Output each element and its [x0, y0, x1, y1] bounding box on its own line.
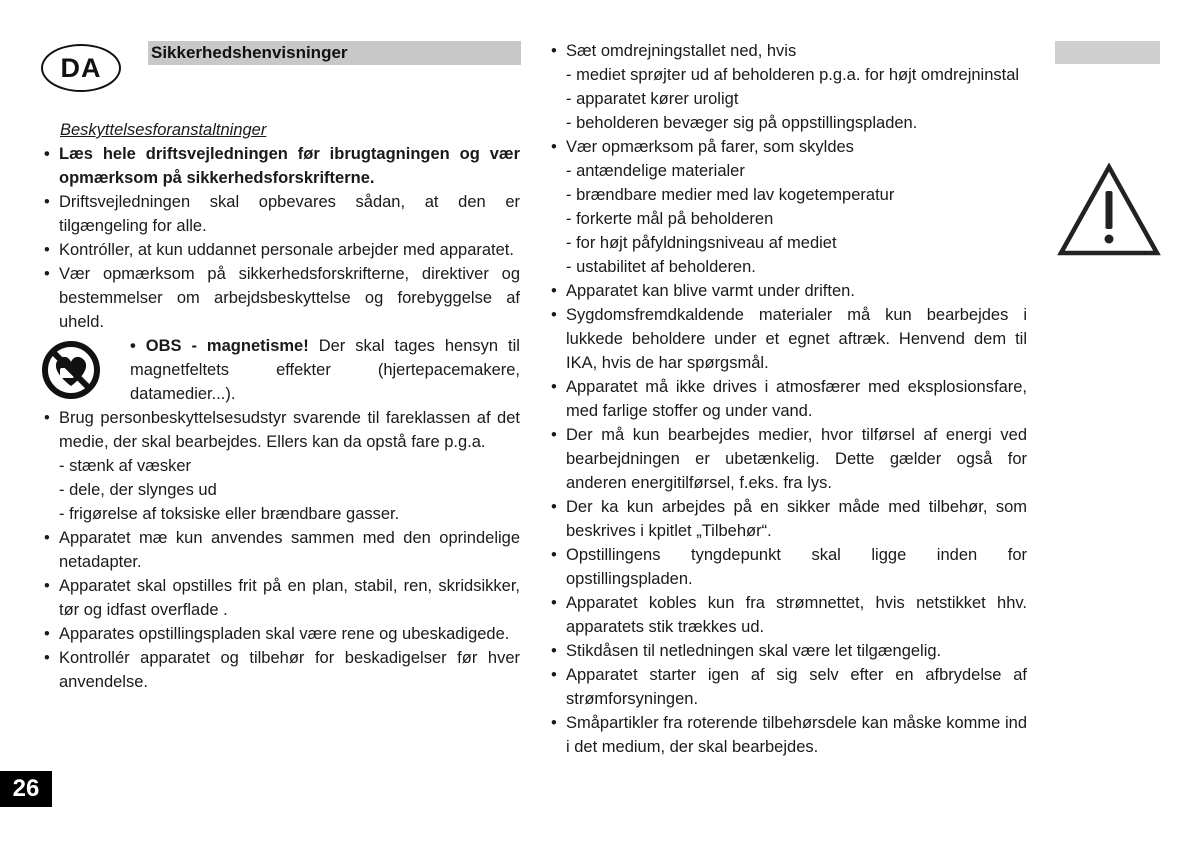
dash-item: - brændbare medier med lav kogetemperatur [566, 186, 895, 204]
list-item: • Stikdåsen til netledningen skal være let tilgængelig. [551, 642, 942, 660]
dash-item: - mediet sprøjter ud af beholderen p.g.a. for højt omdrejninstal [566, 66, 1020, 84]
list-item: • Apparatet må ikke drives i atmosfærer med eksplosionsfare, med farlige stoffer og under vand. [551, 378, 1027, 420]
list-item: • Læs hele driftsvejledningen før ibrugtagningen og vær opmærksom på sikkerhedsforskrifterne. [44, 145, 520, 187]
magnetism-text: Der skal tages hensyn til magnetfeltets effekter (hjertepacemakere, datamedier...). [130, 337, 520, 403]
list-item: • Driftsvejledningen skal opbevares sådan, at den er tilgængeling for alle. [44, 193, 520, 235]
list-item: • Opstillingens tyngdepunkt skal ligge inden for opstillingspladen. [551, 546, 1027, 588]
list-item: • Vær opmærksom på sikkerhedsforskrifterne, direktiver og bestemmelser om arbejdsbeskyttelse og forebyggelse af uheld. [44, 265, 520, 331]
list-item: • Sæt omdrejningstallet ned, hvis [551, 42, 797, 60]
warning-triangle-icon [1057, 163, 1161, 257]
list-item: • Apparatet mæ kun anvendes sammen med den oprindelige netadapter. [44, 529, 520, 571]
right-column [551, 39, 1027, 759]
list-item: • Vær opmærksom på farer, som skyldes [551, 138, 854, 156]
magnetism-warning: • OBS - magnetisme! Der skal tages hensyn til magnetfeltets effekter (hjertepacemakere, datamedier...). [44, 334, 520, 406]
header-bar [1055, 41, 1160, 64]
magnetism-label: OBS - magnetisme! [145, 337, 309, 355]
list-item: • Apparatet starter igen af sig selv efter en afbrydelse af strømforsyningen. [551, 666, 1027, 708]
page-number: 26 [0, 771, 52, 807]
left-column [44, 118, 520, 694]
list-item: • Kontrollér apparatet og tilbehør for beskadigelser før hver anvendelse. [44, 649, 520, 691]
dash-item: - beholderen bevæger sig på oppstillingspladen. [566, 114, 918, 132]
dash-item: - for højt påfyldningsniveau af mediet [566, 234, 837, 252]
dash-item: - stænk af væsker [59, 457, 192, 475]
list-item: • Apparates opstillingspladen skal være rene og ubeskadigede. [44, 625, 510, 643]
list-item: • Apparatet kan blive varmt under driften. [551, 282, 855, 300]
subheading: Beskyttelsesforanstaltninger [60, 121, 267, 139]
list-item: • Kontróller, at kun uddannet personale arbejder med apparatet. [44, 241, 514, 259]
list-item: • Der må kun bearbejdes medier, hvor tilførsel af energi ved bearbejdningen er ubetænkelig. Dette gælder også for anderen energitilførsel, f.eks. fra lys. [551, 426, 1027, 492]
dash-item: - antændelige materialer [566, 162, 745, 180]
list-item: • Brug personbeskyttelsesudstyr svarende til fareklassen af det medie, der skal bearbejdes. Ellers kan da opstå fare p.g.a. [44, 409, 520, 451]
list-item: • Apparatet kobles kun fra strømnettet, hvis netstikket hhv. apparatets stik trækkes ud. [551, 594, 1027, 636]
dash-item: - apparatet kører uroligt [566, 90, 739, 108]
dash-item: - dele, der slynges ud [59, 481, 217, 499]
dash-item: - ustabilitet af beholderen. [566, 258, 756, 276]
list-item: • Apparatet skal opstilles frit på en plan, stabil, ren, skridsikker, tør og idfast overflade . [44, 577, 520, 619]
dash-item: - forkerte mål på beholderen [566, 210, 774, 228]
no-pacemaker-icon [41, 340, 101, 400]
dash-item: - frigørelse af toksiske eller brændbare gasser. [59, 505, 400, 523]
language-badge: DA [41, 44, 121, 92]
list-item: • Småpartikler fra roterende tilbehørsdele kan måske komme ind i det medium, der skal bearbejdes. [551, 714, 1027, 756]
section-title: Sikkerhedshenvisninger [148, 41, 521, 65]
list-item: • Sygdomsfremdkaldende materialer må kun bearbejdes i lukkede beholdere under et egnet aftræk. Henvend dem til IKA, hvis de har spørgsmål. [551, 306, 1027, 372]
list-item: • Der ka kun arbejdes på en sikker måde med tilbehør, som beskrives i kpitlet „Tilbehør“. [551, 498, 1027, 540]
